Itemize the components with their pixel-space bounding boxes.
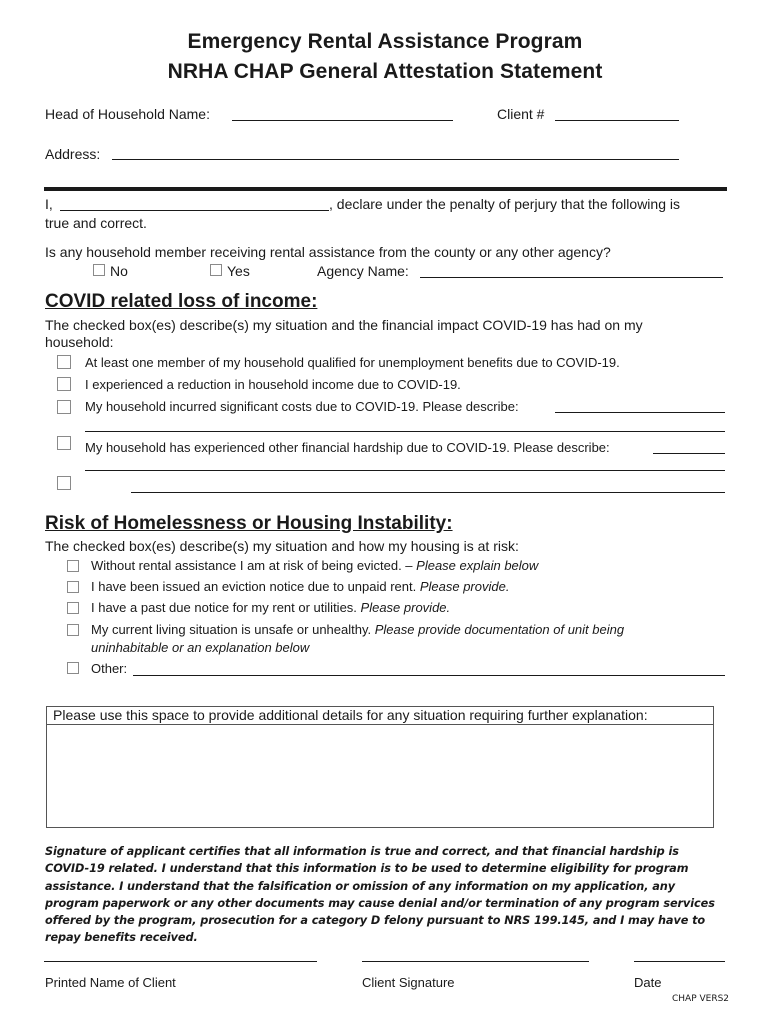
no-label: No xyxy=(110,263,128,279)
details-label: Please use this space to provide additional details for any situation requiring further explanation: xyxy=(53,707,648,723)
section-divider xyxy=(44,187,727,191)
risk-eviction-label: Without rental assistance I am at risk of being evicted. – Please explain below xyxy=(91,558,539,573)
risk-other-checkbox[interactable] xyxy=(67,662,79,674)
covid-other-hardship-label: My household has experienced other financial hardship due to COVID-19. Please describe: xyxy=(85,440,610,455)
covid-income-reduction-label: I experienced a reduction in household income due to COVID-19. xyxy=(85,377,461,392)
details-text-area[interactable] xyxy=(46,724,714,828)
covid-unemployment-checkbox[interactable] xyxy=(57,355,71,369)
no-checkbox[interactable] xyxy=(93,264,105,276)
risk-eviction-notice-label: I have been issued an eviction notice due to unpaid rent. Please provide. xyxy=(91,579,510,594)
covid-intro-line-1: The checked box(es) describe(s) my situation and the financial impact COVID-19 has had on my xyxy=(45,317,643,333)
covid-costs-description-line-2[interactable] xyxy=(85,431,725,432)
other-assistance-question: Is any household member receiving rental assistance from the county or any other agency? xyxy=(45,244,611,260)
printed-name-field[interactable] xyxy=(44,961,317,962)
form-title-line-1: Emergency Rental Assistance Program xyxy=(187,30,583,53)
agency-name-field[interactable] xyxy=(420,277,723,278)
agency-name-label: Agency Name: xyxy=(317,263,409,279)
date-field[interactable] xyxy=(634,961,725,962)
declaration-suffix: , declare under the penalty of perjury that the following is xyxy=(329,196,680,212)
address-label: Address: xyxy=(45,146,101,162)
version-label: CHAP VERS2 xyxy=(672,994,730,1004)
client-number-field[interactable] xyxy=(555,120,679,121)
covid-other-hardship-checkbox[interactable] xyxy=(57,436,71,450)
client-number-label: Client # xyxy=(497,106,545,122)
risk-unsafe-label-line-2: uninhabitable or an explanation below xyxy=(91,640,310,655)
declarant-name-field[interactable] xyxy=(60,210,329,211)
risk-past-due-label: I have a past due notice for my rent or utilities. Please provide. xyxy=(91,600,451,615)
risk-other-field[interactable] xyxy=(133,675,725,676)
covid-intro-line-2: household: xyxy=(45,334,114,350)
covid-income-reduction-checkbox[interactable] xyxy=(57,377,71,391)
risk-intro: The checked box(es) describe(s) my situation and how my housing is at risk: xyxy=(45,538,519,554)
covid-heading: COVID related loss of income: xyxy=(45,291,318,312)
client-signature-field[interactable] xyxy=(362,961,589,962)
risk-past-due-checkbox[interactable] xyxy=(67,602,79,614)
declaration-prefix: I, xyxy=(45,196,53,212)
risk-heading: Risk of Homelessness or Housing Instability: xyxy=(45,513,453,534)
covid-significant-costs-label: My household incurred significant costs due to COVID-19. Please describe: xyxy=(85,399,519,414)
declaration-line-2: true and correct. xyxy=(45,215,147,231)
head-of-household-label: Head of Household Name: xyxy=(45,106,210,122)
printed-name-label: Printed Name of Client xyxy=(45,975,176,990)
details-label-box xyxy=(46,706,714,724)
risk-other-label: Other: xyxy=(91,661,128,676)
covid-significant-costs-checkbox[interactable] xyxy=(57,400,71,414)
address-field[interactable] xyxy=(112,159,679,160)
client-signature-label: Client Signature xyxy=(362,975,455,990)
date-label: Date xyxy=(634,975,662,990)
form-title-line-2: NRHA CHAP General Attestation Statement xyxy=(167,60,603,83)
covid-extra-field[interactable] xyxy=(131,492,725,493)
certification-statement: Signature of applicant certifies that all information is true and correct, and that financial hardship is COVID-19 related. I understand that this information is to be used to determine eligibility for program assistance. I understand that the falsification or omission of any information on my application, any program paperwork or any other documents may cause denial and/or termination of any program services offered by the program, prosecution for a category D felony pursuant to NRS 199.145, and I may have to repay benefits received. xyxy=(45,845,715,945)
risk-unsafe-label: My current living situation is unsafe or unhealthy. Please provide documentation of unit being xyxy=(91,622,625,637)
head-of-household-field[interactable] xyxy=(232,120,453,121)
yes-checkbox[interactable] xyxy=(210,264,222,276)
covid-extra-checkbox[interactable] xyxy=(57,476,71,490)
risk-eviction-checkbox[interactable] xyxy=(67,560,79,572)
covid-hardship-description-line-2[interactable] xyxy=(85,470,725,471)
covid-hardship-description-field[interactable] xyxy=(653,453,725,454)
yes-label: Yes xyxy=(227,263,250,279)
covid-costs-description-field[interactable] xyxy=(555,412,725,413)
risk-unsafe-checkbox[interactable] xyxy=(67,624,79,636)
covid-unemployment-label: At least one member of my household qualified for unemployment benefits due to COVID-19. xyxy=(85,355,620,370)
risk-eviction-notice-checkbox[interactable] xyxy=(67,581,79,593)
